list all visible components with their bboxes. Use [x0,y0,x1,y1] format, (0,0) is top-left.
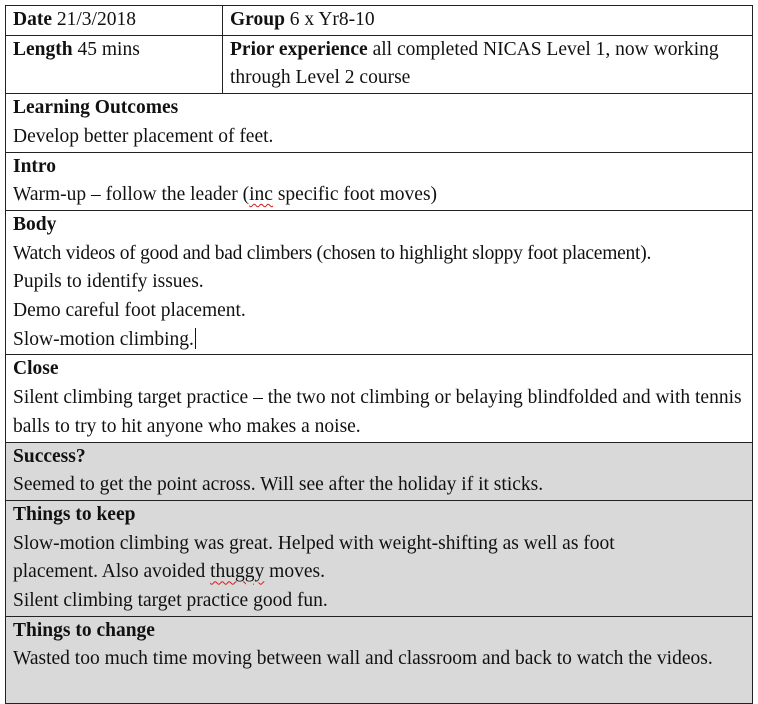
things-to-change-line: Wasted too much time moving between wall and classroom and back to watch the videos. [13,648,713,670]
body-cell [6,210,753,355]
length-prior-row [6,35,753,93]
length-cell [6,35,223,93]
things-to-change-row [6,616,753,703]
body-line-slow-motion [13,326,752,355]
success-line: Seemed to get the point across. Will see after the holiday if it sticks. [13,474,544,496]
body-line-issues: Pupils to identify issues. [13,271,204,293]
prior-experience-cell [223,35,753,93]
things-to-keep-text-after: moves. [264,561,325,583]
text-cursor[interactable] [195,328,196,349]
intro-text-after: specific foot moves) [272,184,438,206]
group-cell [223,6,753,36]
learning-outcomes-line: Develop better placement of feet. [13,125,274,147]
things-to-keep-paragraph-2: Silent climbing target practice good fun. [13,590,328,612]
success-row [6,442,753,500]
intro-flagged-word: inc [249,184,273,206]
intro-row [6,152,753,210]
learning-outcomes-title: Learning Outcomes [13,97,179,119]
intro-cell [6,152,753,210]
date-value: 21/3/2018 [56,9,136,30]
group-label: Group [230,9,285,30]
close-cell [6,355,753,442]
date-label: Date [13,9,52,30]
things-to-change-cell [6,616,753,703]
intro-text-before: Warm-up – follow the leader ( [13,184,250,206]
body-line-videos: Watch videos of good and bad climbers (chosen to highlight sloppy foot placement). [13,242,652,264]
prior-experience-value: all completed NICAS Level 1, now working through Level 2 course [230,38,719,89]
length-label: Length [13,38,73,60]
body-row [6,210,753,355]
things-to-keep-row [6,500,753,616]
body-line-demo: Demo careful foot placement. [13,300,246,322]
length-value: 45 mins [77,38,140,60]
body-line-slow-motion-text: Slow-motion climbing. [13,328,194,350]
close-line: Silent climbing target practice – the two not climbing or belaying blindfolded and with tennis balls to try to hit anyone who makes a noise. [13,387,742,437]
success-cell [6,442,753,500]
learning-outcomes-row [6,94,753,152]
things-to-change-title: Things to change [13,619,155,641]
things-to-keep-paragraph-1 [13,530,752,587]
learning-outcomes-cell [6,94,753,152]
intro-line [13,181,752,210]
group-value: 6 x Yr8-10 [289,9,375,30]
date-cell [6,6,223,36]
success-title: Success? [13,445,86,467]
close-title: Close [13,358,59,380]
intro-title: Intro [13,155,56,177]
close-row [6,355,753,442]
date-group-row [6,6,753,36]
lesson-plan-table [5,5,753,704]
things-to-keep-cell [6,500,753,616]
prior-experience-label: Prior experience [230,38,368,60]
body-title: Body [13,213,57,235]
things-to-keep-flagged-word: thuggy [210,561,265,583]
things-to-keep-title: Things to keep [13,503,136,525]
things-to-keep-text-before: Slow-motion climbing was great. Helped with weight-shifting as well as foot placement. Also avoided [13,532,615,583]
